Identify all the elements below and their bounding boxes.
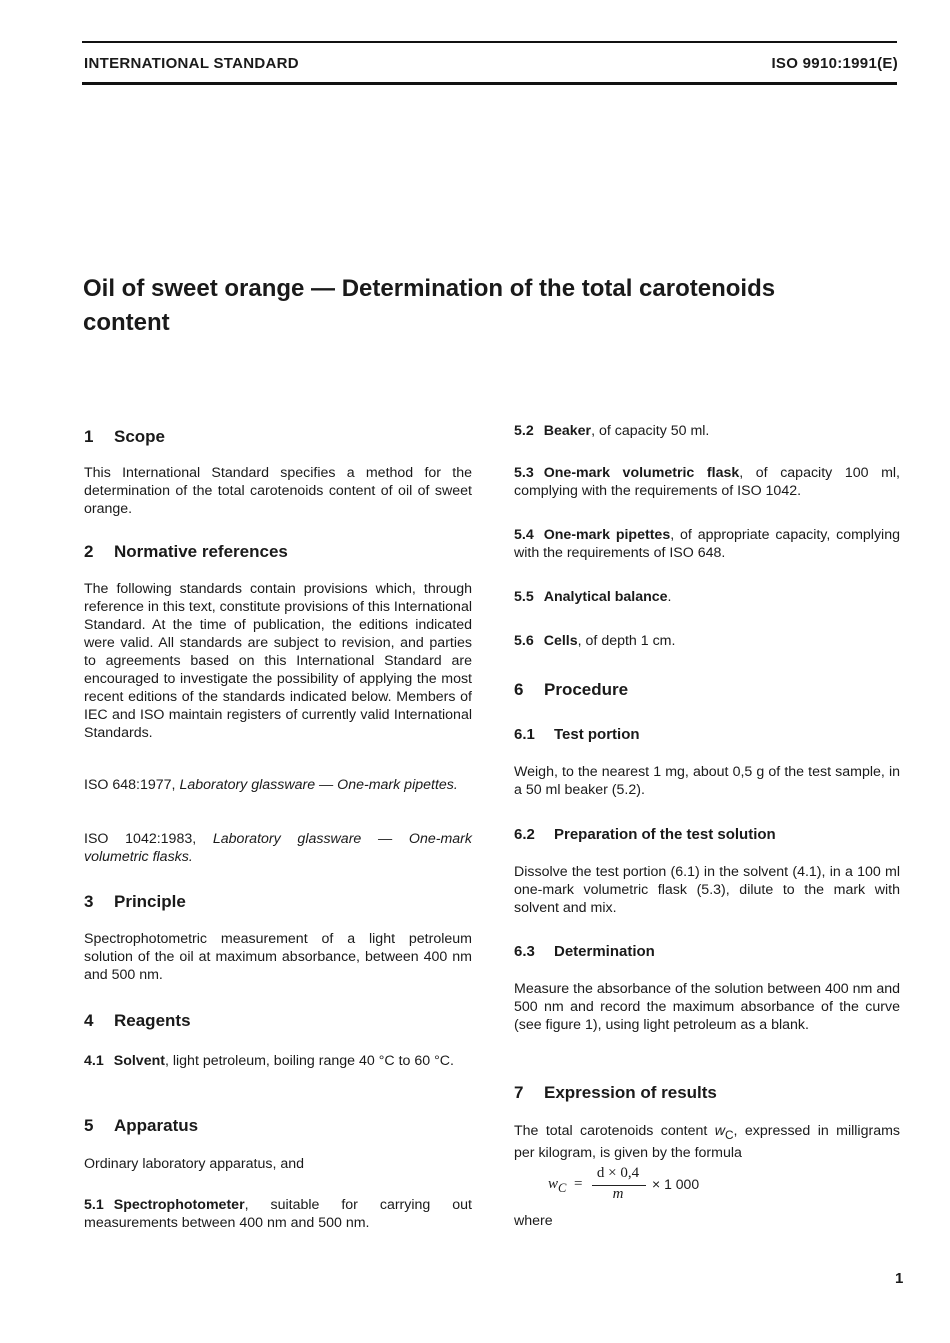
section-heading-normative-references: 2 Normative references	[84, 542, 288, 561]
apparatus-spectrophotometer: 5.1 Spectrophotometer, suitable for carrying out measurements between 400 nm and 500 nm.	[84, 1197, 472, 1231]
header-bottom-rule	[82, 82, 897, 85]
title-line-1: Oil of sweet orange — Determination of the total carotenoids	[83, 275, 776, 302]
where-label: where	[514, 1213, 553, 1229]
section-heading-apparatus: 5 Apparatus	[84, 1116, 199, 1135]
page-title	[83, 272, 873, 340]
section-heading-procedure: 6 Procedure	[514, 680, 629, 699]
subsection-heading-test-portion: 6.1 Test portion	[514, 726, 640, 743]
formula-numerator: d × 0,4	[596, 1165, 640, 1181]
reference-iso-1042: ISO 1042:1983, Laboratory glassware — One-mark volumetric flasks.	[84, 831, 472, 865]
formula-multiplier: × 1 000	[652, 1176, 700, 1192]
subsection-heading-preparation: 6.2 Preparation of the test solution	[514, 826, 776, 843]
document-number: ISO 9910:1991(E)	[771, 55, 898, 72]
apparatus-balance: 5.5 Analytical balance.	[514, 589, 672, 605]
preparation-text: Dissolve the test portion (6.1) in the solvent (4.1), in a 100 ml one-mark volumetric flask (5.3), dilute to the mark with solvent and mix.	[514, 864, 900, 916]
section-heading-reagents: 4 Reagents	[84, 1011, 191, 1030]
subsection-heading-determination: 6.3 Determination	[514, 943, 655, 960]
test-portion-text: Weigh, to the nearest 1 mg, about 0,5 g of the test sample, in a 50 ml beaker (5.2).	[514, 764, 900, 798]
apparatus-volumetric-flask: 5.3 One-mark volumetric flask, of capacity 100 ml, complying with the requirements of ISO 1042.	[514, 465, 900, 499]
determination-text: Measure the absorbance of the solution between 400 nm and 500 nm and record the maximum absorbance of the curve (see figure 1), using light petroleum as a blank.	[514, 981, 900, 1033]
scope-text: This International Standard specifies a method for the determination of the total carotenoids content of oil of sweet orange.	[84, 465, 472, 517]
reagent-solvent: 4.1 Solvent, light petroleum, boiling range 40 °C to 60 °C.	[84, 1053, 454, 1069]
section-heading-scope: 1 Scope	[84, 427, 166, 446]
section-heading-principle: 3 Principle	[84, 892, 186, 911]
formula-lhs: $w_C$	[548, 1176, 567, 1195]
apparatus-intro: Ordinary laboratory apparatus, and	[84, 1156, 305, 1172]
apparatus-beaker: 5.2 Beaker, of capacity 50 ml.	[514, 423, 710, 439]
apparatus-cells: 5.6 Cells, of depth 1 cm.	[514, 633, 676, 649]
page-number: 1	[895, 1270, 904, 1287]
formula-denominator: m	[612, 1186, 624, 1202]
expression-of-results-text: The total carotenoids content $w_C$, expressed in milligrams per kilogram, is given by the formula	[514, 1123, 900, 1161]
header-top-rule	[82, 41, 897, 43]
carotenoids-formula	[548, 1165, 768, 1205]
principle-text: Spectrophotometric measurement of a light petroleum solution of the oil at maximum absorbance, between 400 nm and 500 nm.	[84, 931, 472, 983]
apparatus-pipettes: 5.4 One-mark pipettes, of appropriate capacity, complying with the requirements of ISO 648.	[514, 527, 900, 561]
formula-equals: =	[574, 1176, 583, 1192]
document-type-label: INTERNATIONAL STANDARD	[84, 55, 299, 72]
reference-iso-648: ISO 648:1977, Laboratory glassware — One-mark pipettes.	[84, 777, 458, 793]
section-heading-expression-of-results: 7 Expression of results	[514, 1083, 717, 1102]
title-line-2: content	[83, 309, 170, 336]
normative-references-text: The following standards contain provisions which, through reference in this text, constitute provisions of this International Standard. At the time of publication, the editions indicated were valid. All standards are subject to revision, and parties to agreements based on this International Standard are encouraged to investigate the possibility of applying the most recent editions of the standards indicated below. Members of IEC and ISO maintain registers of currently valid International Standards.	[84, 581, 472, 741]
